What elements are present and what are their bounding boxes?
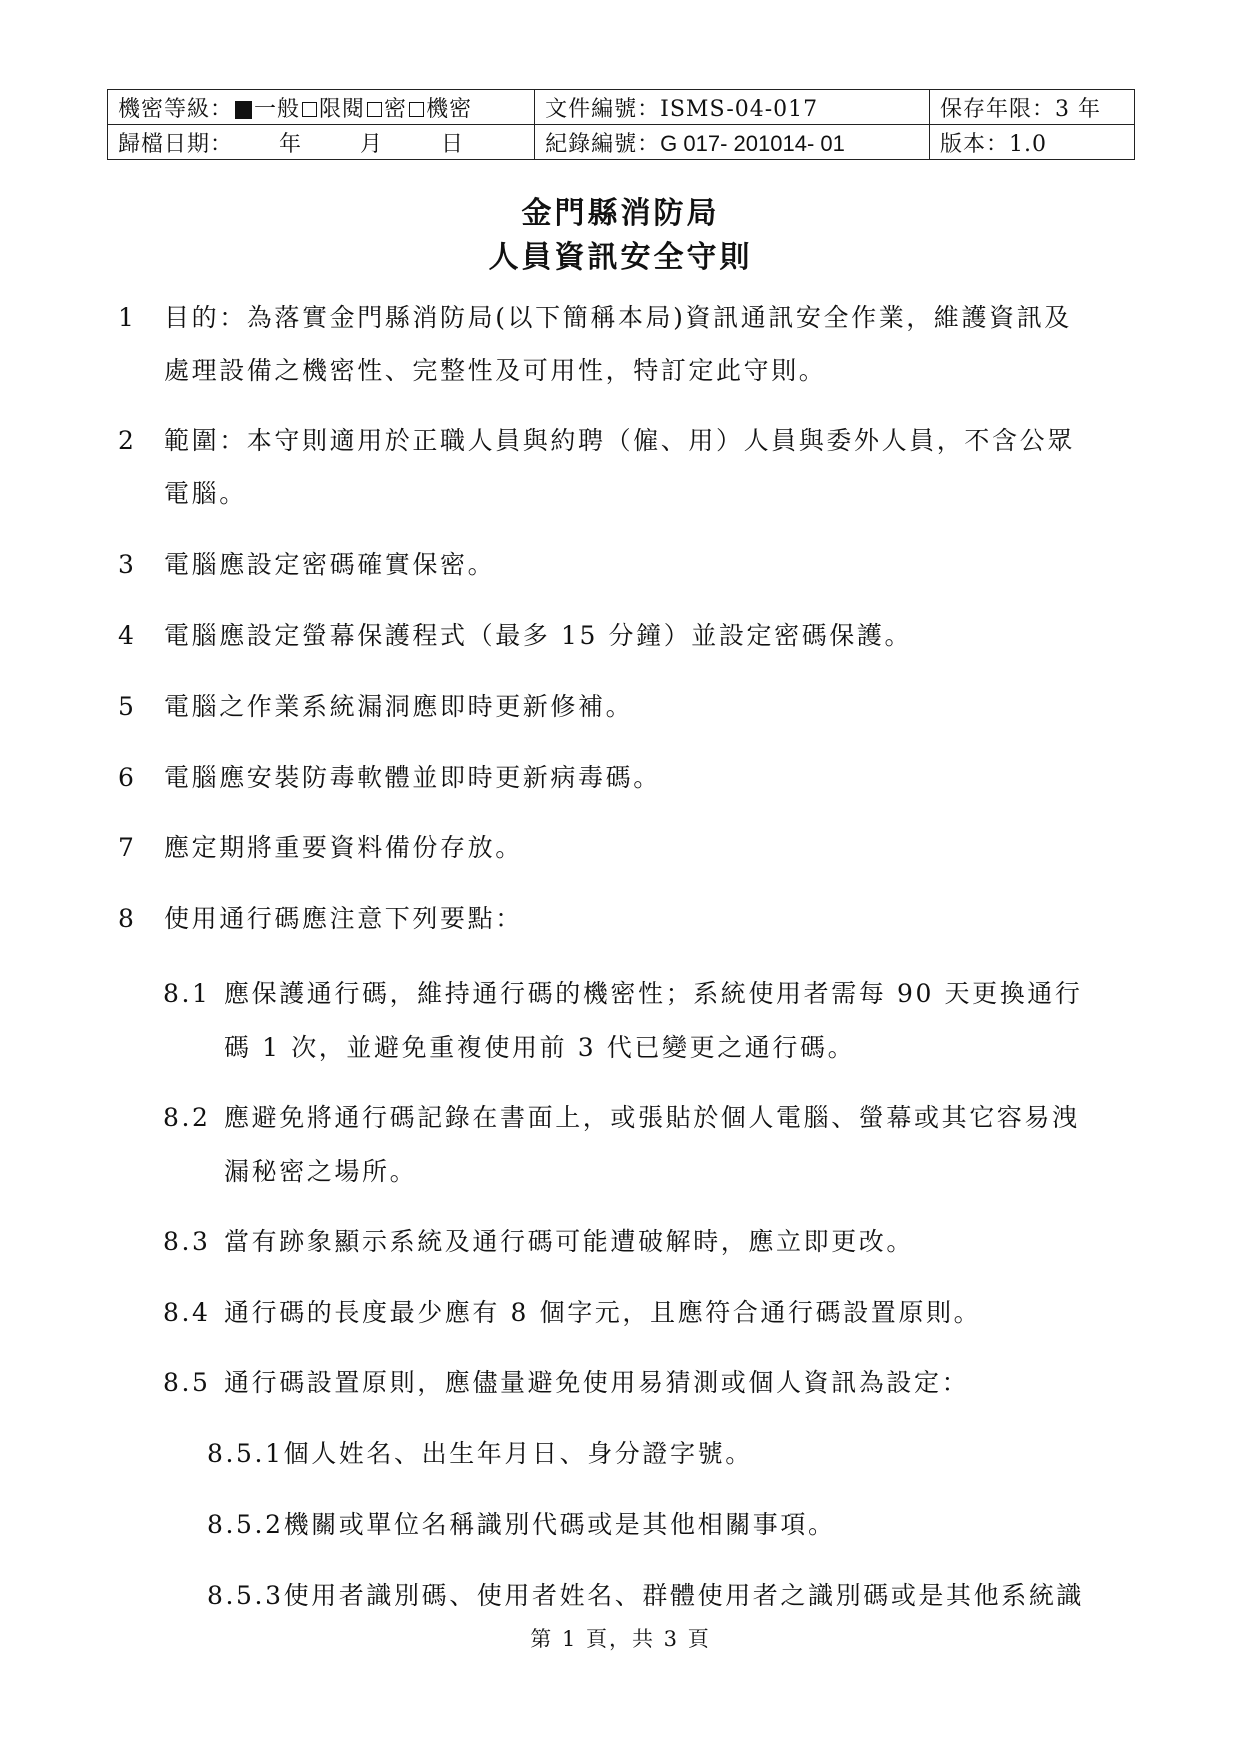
filing-day: 日 bbox=[441, 131, 465, 157]
item-number: 5 bbox=[118, 692, 137, 721]
option-confidential: 機密 bbox=[426, 96, 473, 122]
classification-cell bbox=[108, 90, 535, 125]
retention-period: 保存年限：3 年 bbox=[940, 96, 1101, 122]
filing-year: 年 bbox=[279, 131, 303, 157]
item-text: 範圍：本守則適用於正職人員與約聘（僱、用）人員與委外人員，不含公眾 bbox=[164, 426, 1075, 455]
document-title: 人員資訊安全守則 bbox=[488, 240, 753, 275]
sub-item-number: 8.1 bbox=[163, 979, 211, 1008]
item-number: 4 bbox=[118, 621, 137, 650]
item-number: 7 bbox=[118, 833, 137, 862]
sub-item-number: 8.3 bbox=[163, 1227, 211, 1256]
record-number: G 017- 201014- 01 bbox=[660, 130, 845, 156]
version-cell bbox=[930, 125, 1135, 160]
item-text: 使用通行碼應注意下列要點： bbox=[164, 904, 523, 933]
page-footer: 第 1 頁，共 3 頁 bbox=[530, 1627, 711, 1651]
filing-date-label: 歸檔日期： bbox=[118, 131, 234, 157]
sub-item-text: 應保護通行碼，維持通行碼的機密性；系統使用者需每 90 天更換通行 bbox=[224, 979, 1083, 1008]
item-number: 2 bbox=[118, 426, 137, 455]
filing-date-cell bbox=[108, 125, 535, 160]
sub-sub-item-text: 8.5.3使用者識別碼、使用者姓名、群體使用者之識別碼或是其他系統識 bbox=[207, 1581, 1085, 1610]
doc-number: 文件編號：ISMS-04-017 bbox=[545, 96, 819, 122]
checkbox-checked-icon bbox=[235, 101, 252, 119]
filing-month: 月 bbox=[360, 131, 384, 157]
item-number: 6 bbox=[118, 763, 137, 792]
item-number: 3 bbox=[118, 550, 137, 579]
classification-label: 機密等級： bbox=[118, 96, 234, 122]
sub-item-text: 通行碼的長度最少應有 8 個字元，且應符合通行碼設置原則。 bbox=[224, 1298, 982, 1327]
header-row-1 bbox=[108, 90, 1135, 125]
sub-item-number: 8.2 bbox=[163, 1103, 211, 1132]
sub-item-text: 通行碼設置原則，應儘量避免使用易猜測或個人資訊為設定： bbox=[224, 1368, 970, 1397]
checkbox-icon bbox=[409, 102, 424, 117]
option-secret: 密 bbox=[384, 96, 408, 122]
header-row-2 bbox=[108, 125, 1135, 160]
sub-item-number: 8.5 bbox=[163, 1368, 211, 1397]
option-restricted: 限閱 bbox=[319, 96, 366, 122]
retention-cell bbox=[930, 90, 1135, 125]
version: 版本：1.0 bbox=[940, 131, 1047, 157]
sub-sub-item-text: 8.5.2機關或單位名稱識別代碼或是其他相關事項。 bbox=[207, 1510, 836, 1539]
organization-title: 金門縣消防局 bbox=[521, 196, 720, 231]
item-number: 1 bbox=[118, 303, 137, 332]
item-text: 目的：為落實金門縣消防局(以下簡稱本局)資訊通訊安全作業，維護資訊及 bbox=[164, 303, 1072, 332]
item-text: 電腦之作業系統漏洞應即時更新修補。 bbox=[164, 692, 634, 721]
sub-sub-item-text: 8.5.1個人姓名、出生年月日、身分證字號。 bbox=[207, 1439, 753, 1468]
item-text: 電腦應設定螢幕保護程式（最多 15 分鐘）並設定密碼保護。 bbox=[164, 621, 913, 650]
item-text: 電腦。 bbox=[164, 479, 247, 508]
checkbox-icon bbox=[302, 102, 317, 117]
sub-item-text: 碼 1 次，並避免重複使用前 3 代已變更之通行碼。 bbox=[224, 1033, 856, 1062]
sub-item-number: 8.4 bbox=[163, 1298, 211, 1327]
record-label: 紀錄編號： bbox=[545, 131, 661, 157]
option-general: 一般 bbox=[254, 96, 301, 122]
item-number: 8 bbox=[118, 904, 137, 933]
sub-item-text: 當有跡象顯示系統及通行碼可能遭破解時，應立即更改。 bbox=[224, 1227, 915, 1256]
item-text: 電腦應安裝防毒軟體並即時更新病毒碼。 bbox=[164, 763, 661, 792]
sub-item-text: 漏秘密之場所。 bbox=[224, 1157, 418, 1186]
item-text: 應定期將重要資料備份存放。 bbox=[164, 833, 523, 862]
doc-number-cell bbox=[535, 90, 930, 125]
item-text: 電腦應設定密碼確實保密。 bbox=[164, 550, 496, 579]
sub-item-text: 應避免將通行碼記錄在書面上，或張貼於個人電腦、螢幕或其它容易洩 bbox=[224, 1103, 1080, 1132]
checkbox-icon bbox=[367, 102, 382, 117]
item-text: 處理設備之機密性、完整性及可用性，特訂定此守則。 bbox=[164, 356, 827, 385]
document-header-table bbox=[107, 89, 1135, 160]
record-number-cell bbox=[535, 125, 930, 160]
